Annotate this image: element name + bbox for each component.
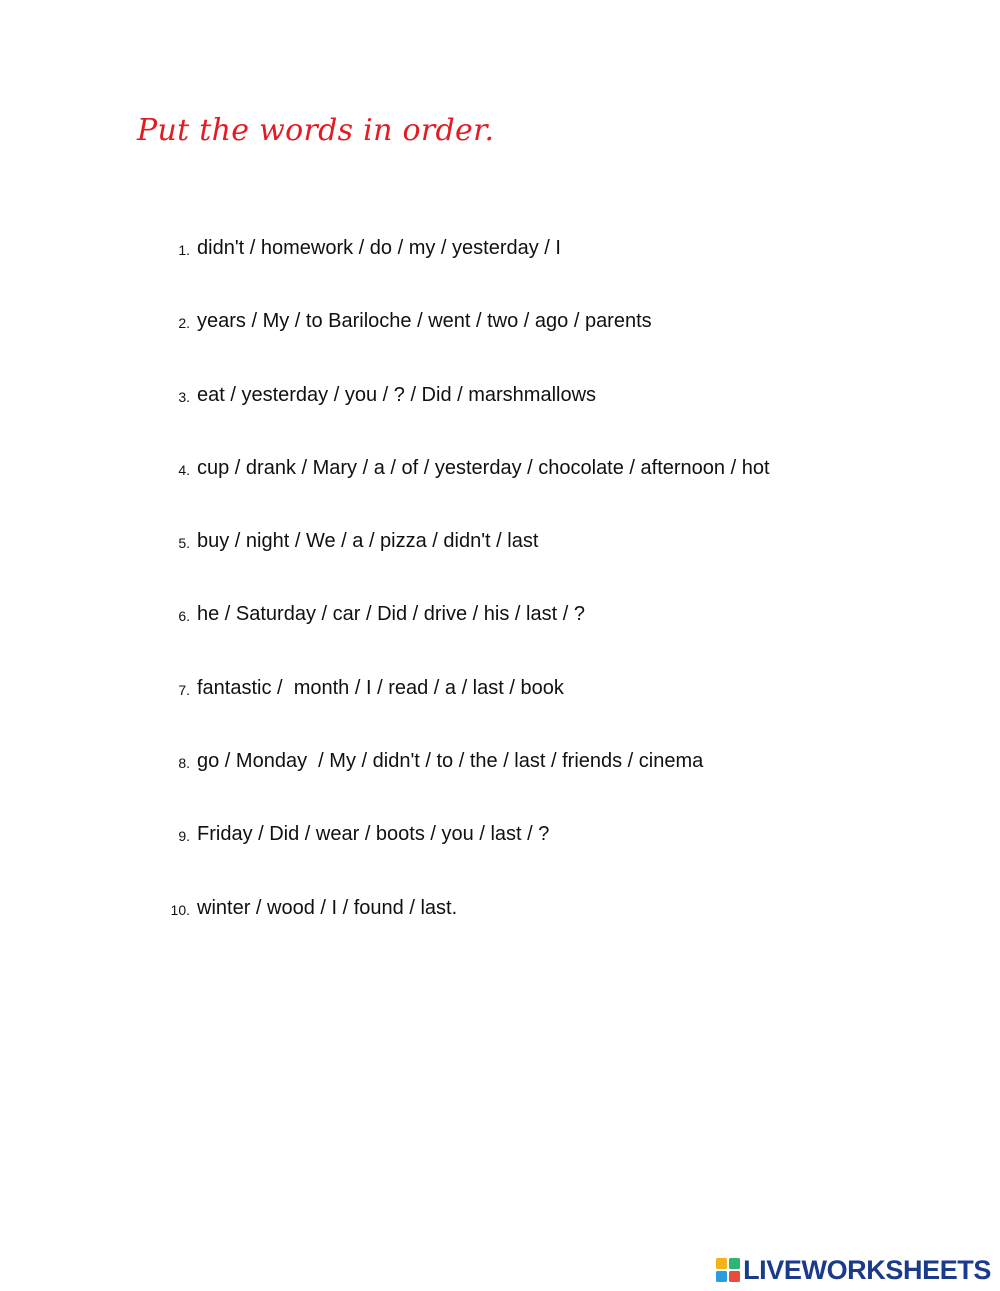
exercise-item bbox=[0, 233, 1000, 306]
exercise-list bbox=[0, 233, 1000, 966]
item-number: 4. bbox=[178, 461, 190, 478]
item-text: cup / drank / Mary / a / of / yesterday / chocolate / afternoon / hot bbox=[197, 456, 770, 479]
item-text: go / Monday / My / didn't / to / the / last / friends / cinema bbox=[197, 750, 704, 773]
brand-name: LIVEWORKSHEETS bbox=[743, 1254, 991, 1285]
exercise-item bbox=[0, 453, 1000, 526]
exercise-item bbox=[0, 380, 1000, 453]
item-number: 9. bbox=[178, 828, 190, 845]
exercise-item bbox=[0, 746, 1000, 819]
item-number: 7. bbox=[178, 681, 190, 698]
liveworksheets-logo-icon bbox=[716, 1258, 740, 1282]
item-text: Friday / Did / wear / boots / you / last / ? bbox=[197, 823, 550, 846]
item-text: eat / yesterday / you / ? / Did / marshmallows bbox=[197, 383, 597, 406]
exercise-item bbox=[0, 526, 1000, 599]
item-number: 1. bbox=[178, 242, 190, 258]
worksheet-title: Put the words in order. bbox=[137, 113, 495, 148]
item-text: fantastic / month / I / read / a / last / book bbox=[197, 676, 564, 699]
item-number: 6. bbox=[178, 608, 190, 625]
exercise-item bbox=[0, 893, 1000, 966]
item-text: he / Saturday / car / Did / drive / his / last / ? bbox=[197, 603, 585, 626]
item-number: 8. bbox=[178, 755, 190, 772]
liveworksheets-brand[interactable] bbox=[716, 1255, 991, 1285]
exercise-item bbox=[0, 673, 1000, 746]
item-text: didn't / homework / do / my / yesterday / I bbox=[197, 237, 561, 259]
exercise-item bbox=[0, 819, 1000, 892]
item-number: 10. bbox=[170, 901, 190, 918]
item-number: 3. bbox=[178, 388, 190, 405]
item-number: 5. bbox=[178, 535, 190, 552]
item-number: 2. bbox=[178, 315, 190, 332]
item-text: winter / wood / I / found / last. bbox=[197, 896, 458, 919]
item-text: buy / night / We / a / pizza / didn't / last bbox=[197, 530, 539, 553]
exercise-item bbox=[0, 306, 1000, 379]
item-text: years / My / to Bariloche / went / two / ago / parents bbox=[197, 310, 652, 333]
exercise-item bbox=[0, 599, 1000, 672]
